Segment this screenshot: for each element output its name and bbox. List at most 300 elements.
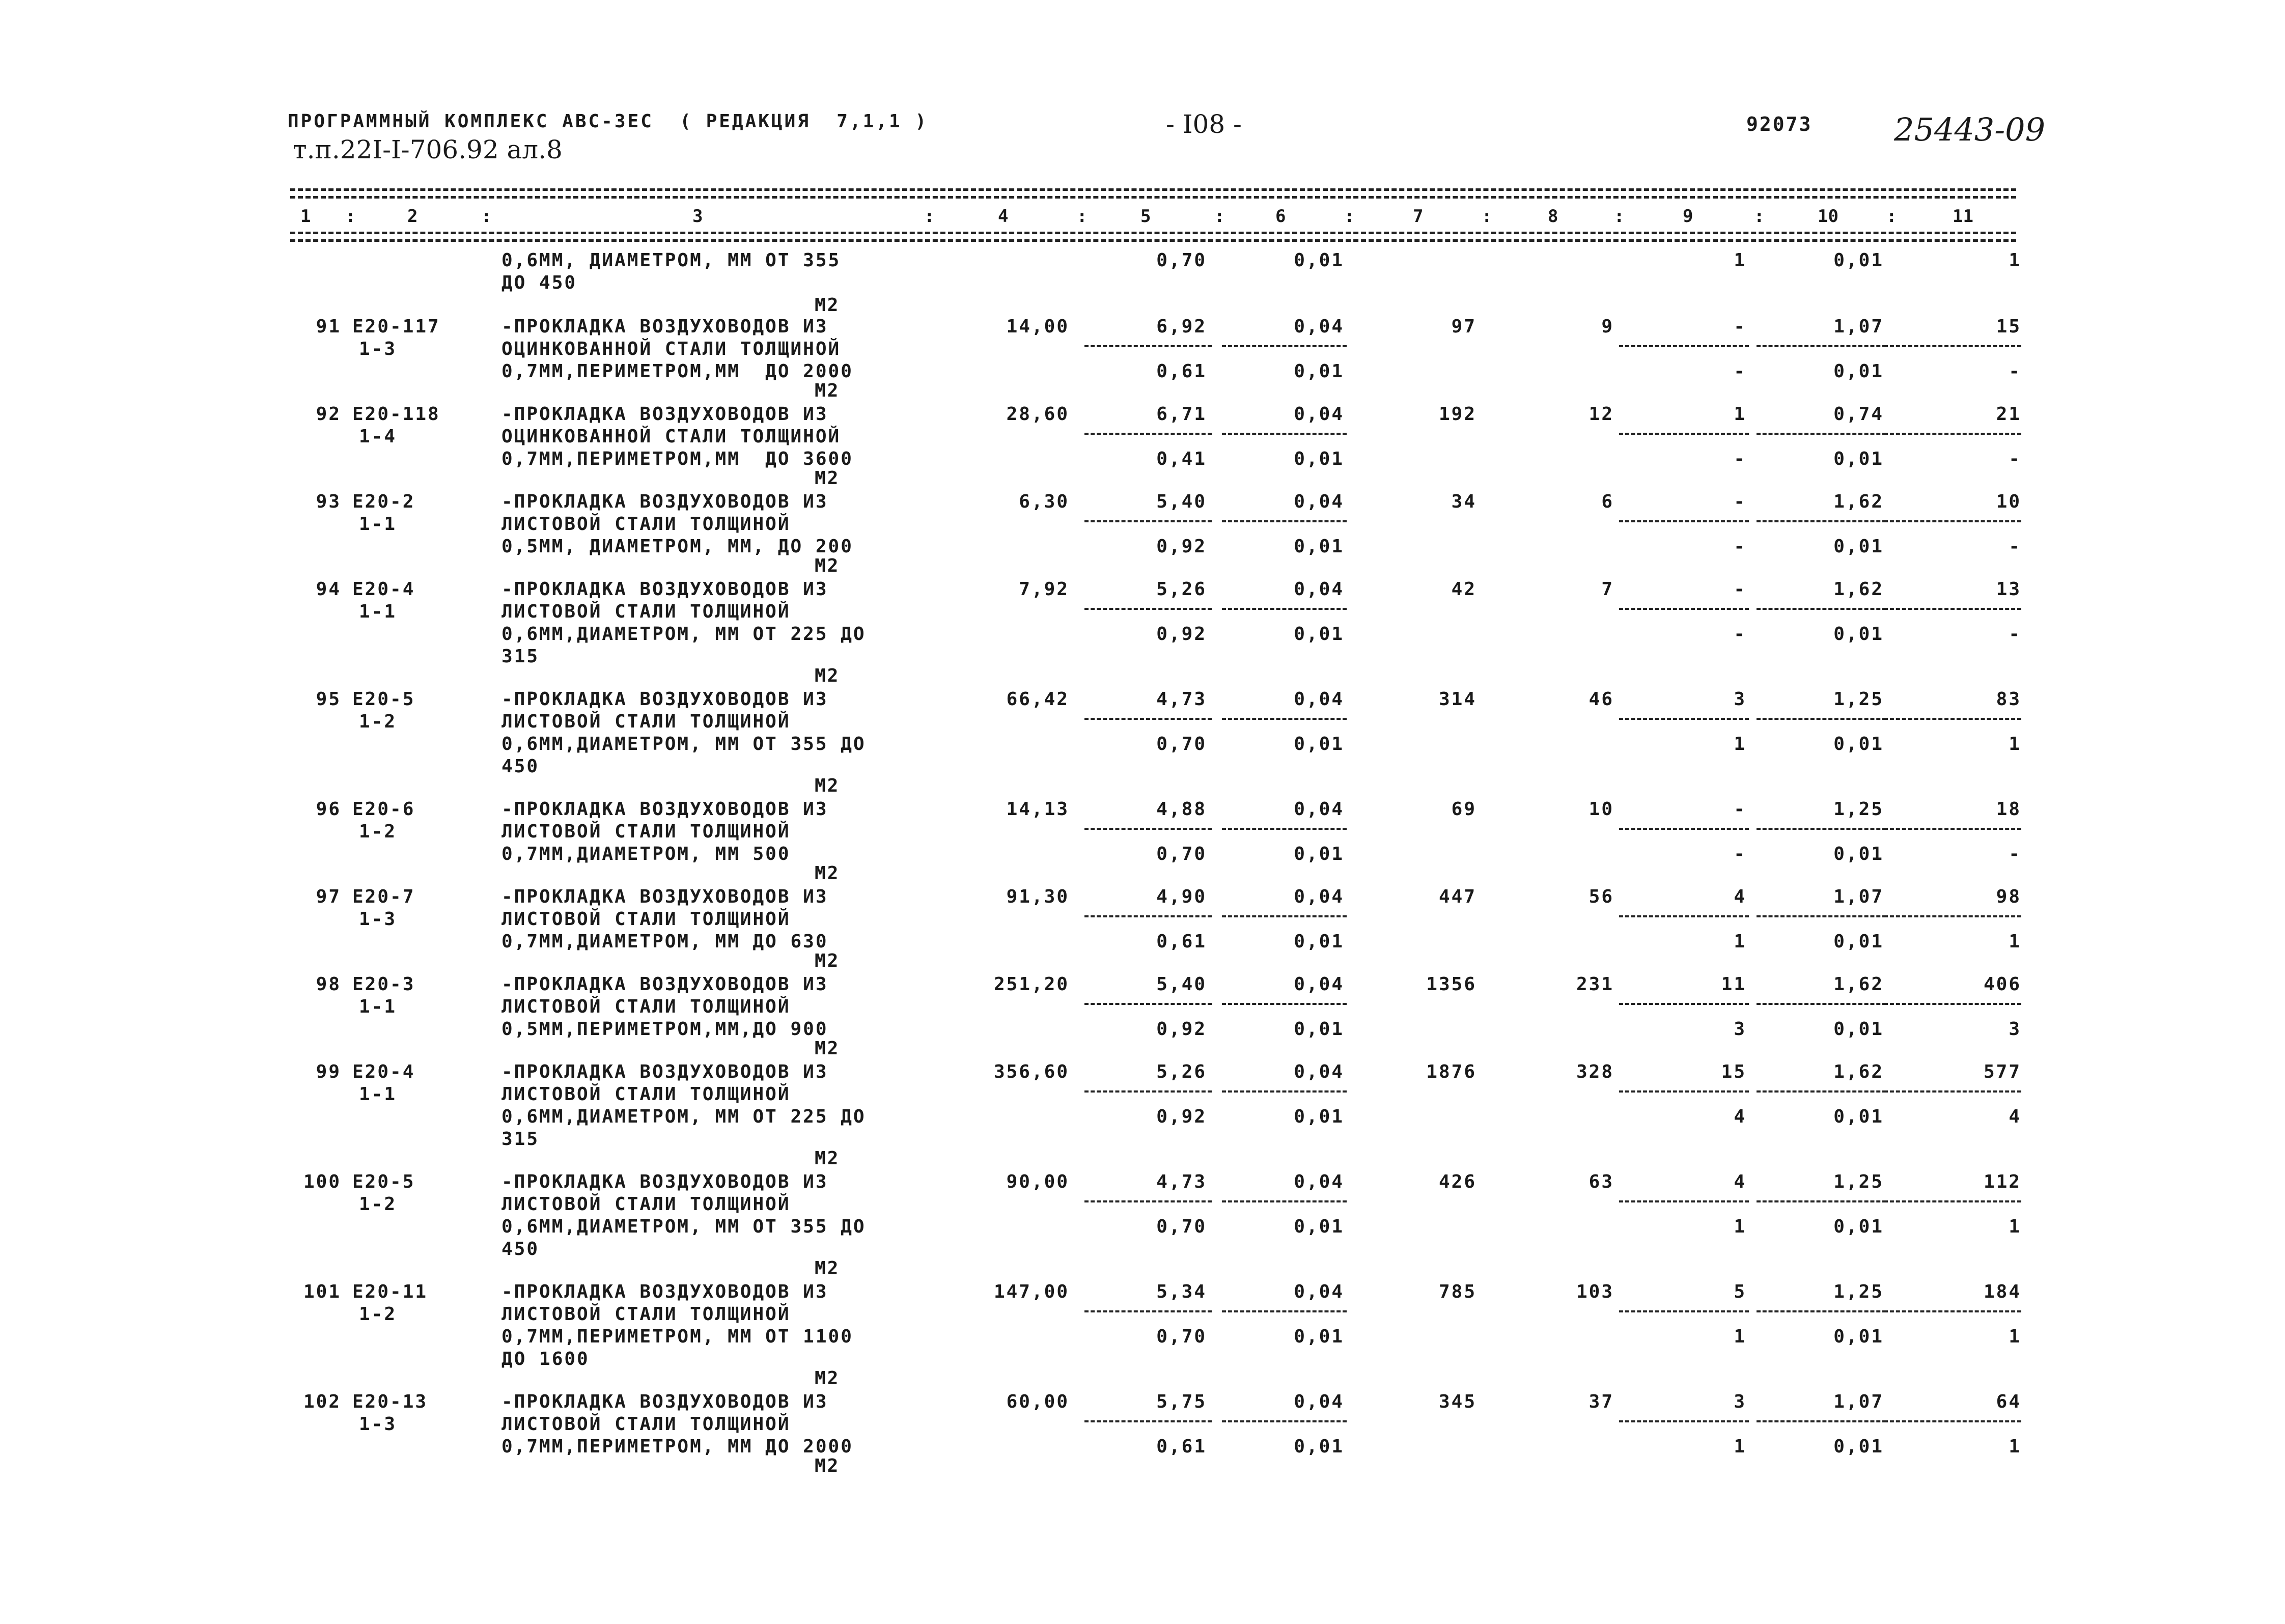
cell-split-rule: [1084, 1003, 1212, 1005]
cell-col-5: 5,26: [1156, 579, 1207, 600]
cell-col-10-lower: 0,01: [1833, 624, 1884, 645]
col-header-2: 2: [407, 206, 418, 227]
cell-split-rule: [1757, 828, 1886, 830]
row-number: 94: [316, 579, 341, 600]
cell-split-rule: [1084, 345, 1212, 347]
cell-col-8: 37: [1589, 1391, 1614, 1412]
rate-subcode: 1-1: [359, 1084, 397, 1105]
cell-split-rule: [1884, 433, 2021, 435]
col-header-6: 6: [1275, 206, 1286, 227]
cell-col-10: 1,25: [1833, 1281, 1884, 1302]
cell-split-rule: [1619, 608, 1749, 610]
cell-split-rule: [1619, 828, 1749, 830]
cell-split-rule: [1757, 1310, 1886, 1312]
cell-split-rule: [1222, 608, 1347, 610]
carryover-unit: М2: [815, 295, 840, 316]
cell-split-rule: [1884, 828, 2021, 830]
cell-col-9-lower: 1: [1734, 734, 1746, 754]
cell-split-rule: [1757, 915, 1886, 917]
description-line: 450: [501, 756, 540, 777]
cell-col-5-lower: 0,92: [1156, 1019, 1207, 1040]
rate-subcode: 1-1: [359, 514, 397, 535]
rate-code: Е20-5: [352, 1171, 415, 1192]
cell-col-5: 4,88: [1156, 799, 1207, 820]
cell-split-rule: [1619, 1310, 1749, 1312]
description-line: -ПРОКЛАДКА ВОЗДУХОВОДОВ ИЗ: [501, 1391, 828, 1412]
col-divider: :: [1482, 206, 1492, 227]
col-header-9: 9: [1683, 206, 1693, 227]
rate-code: Е20-4: [352, 579, 415, 600]
description-line: 0,7ММ,ДИАМЕТРОМ, ММ 500: [501, 844, 791, 864]
cell-col-11-lower: -: [2009, 844, 2021, 864]
description-line: 0,7ММ,ДИАМЕТРОМ, ММ ДО 630: [501, 931, 828, 952]
cell-split-rule: [1757, 608, 1886, 610]
carryover-cell-10: 0,01: [1833, 250, 1884, 271]
cell-split-rule: [1757, 345, 1886, 347]
cell-col-11: 13: [1996, 579, 2021, 600]
cell-col-5: 6,92: [1156, 316, 1207, 337]
col-header-5: 5: [1140, 206, 1151, 227]
description-line: 0,7ММ,ПЕРИМЕТРОМ,ММ ДО 3600: [501, 449, 853, 469]
description-line: -ПРОКЛАДКА ВОЗДУХОВОДОВ ИЗ: [501, 579, 828, 600]
rate-code: Е20-118: [352, 404, 440, 425]
cell-col-11-lower: 1: [2009, 1216, 2021, 1237]
cell-col-5: 5,34: [1156, 1281, 1207, 1302]
description-line: 0,5ММ, ДИАМЕТРОМ, ММ, ДО 200: [501, 536, 853, 557]
cell-col-7: 314: [1438, 689, 1476, 710]
description-line: -ПРОКЛАДКА ВОЗДУХОВОДОВ ИЗ: [501, 689, 828, 710]
cell-split-rule: [1619, 718, 1749, 720]
program-complex-line: ПРОГРАММНЫЙ КОМПЛЕКС АВС-3ЕС ( РЕДАКЦИЯ 7,1,1 ): [288, 111, 929, 132]
cell-col-11: 112: [1983, 1171, 2021, 1192]
cell-split-rule: [1222, 1090, 1347, 1093]
col-header-1: 1: [300, 206, 311, 227]
cell-col-9-lower: 1: [1734, 931, 1746, 952]
cell-split-rule: [1619, 1003, 1749, 1005]
cell-split-rule: [1884, 1200, 2021, 1202]
description-line: ОЦИНКОВАННОЙ СТАЛИ ТОЛЩИНОЙ: [501, 339, 841, 359]
cell-col-6: 0,04: [1294, 1061, 1344, 1082]
cell-col-10: 1,62: [1833, 579, 1884, 600]
row-number: 99: [316, 1061, 341, 1082]
cell-col-9-lower: 3: [1734, 1019, 1746, 1040]
cell-col-9: -: [1734, 316, 1746, 337]
cell-split-rule: [1884, 1090, 2021, 1093]
cell-col-6-lower: 0,01: [1294, 1216, 1344, 1237]
description-line: -ПРОКЛАДКА ВОЗДУХОВОДОВ ИЗ: [501, 404, 828, 425]
col-divider: :: [1077, 206, 1088, 227]
cell-col-8: 12: [1589, 404, 1614, 425]
description-line: -ПРОКЛАДКА ВОЗДУХОВОДОВ ИЗ: [501, 316, 828, 337]
cell-col-11-lower: 1: [2009, 1436, 2021, 1457]
cell-split-rule: [1084, 608, 1212, 610]
cell-col-11-lower: -: [2009, 449, 2021, 469]
unit-label: М2: [815, 775, 840, 796]
cell-col-7: 42: [1451, 579, 1476, 600]
cell-col-9-lower: 1: [1734, 1216, 1746, 1237]
cell-split-rule: [1084, 520, 1212, 522]
cell-split-rule: [1884, 915, 2021, 917]
cell-quantity: 251,20: [993, 974, 1069, 995]
cell-quantity: 14,00: [1006, 316, 1069, 337]
carryover-cell-5: 0,70: [1156, 250, 1207, 271]
cell-col-9: -: [1734, 491, 1746, 512]
rate-code: Е20-6: [352, 799, 415, 820]
cell-col-7: 345: [1438, 1391, 1476, 1412]
cell-col-6-lower: 0,01: [1294, 1019, 1344, 1040]
cell-col-8: 56: [1589, 886, 1614, 907]
description-line: ЛИСТОВОЙ СТАЛИ ТОЛЩИНОЙ: [501, 1084, 791, 1105]
cell-quantity: 90,00: [1006, 1171, 1069, 1192]
cell-split-rule: [1222, 1420, 1347, 1422]
description-line: -ПРОКЛАДКА ВОЗДУХОВОДОВ ИЗ: [501, 1061, 828, 1082]
description-line: ЛИСТОВОЙ СТАЛИ ТОЛЩИНОЙ: [501, 996, 791, 1017]
cell-col-7: 97: [1451, 316, 1476, 337]
unit-label: М2: [815, 380, 840, 401]
page-number: - I08 -: [1166, 109, 1242, 139]
cell-col-9-lower: 4: [1734, 1106, 1746, 1127]
cell-col-5-lower: 0,41: [1156, 449, 1207, 469]
cell-split-rule: [1084, 433, 1212, 435]
cell-col-9: -: [1734, 799, 1746, 820]
cell-col-10: 1,25: [1833, 689, 1884, 710]
unit-label: М2: [815, 1455, 840, 1476]
col-divider: :: [1214, 206, 1225, 227]
cell-col-7: 447: [1438, 886, 1476, 907]
cell-col-10: 1,25: [1833, 1171, 1884, 1192]
rate-code: Е20-4: [352, 1061, 415, 1082]
cell-split-rule: [1222, 1310, 1347, 1312]
col-header-3: 3: [692, 206, 703, 227]
cell-col-9: -: [1734, 579, 1746, 600]
col-header-11: 11: [1953, 206, 1973, 227]
cell-split-rule: [1084, 1310, 1212, 1312]
cell-col-9-lower: 1: [1734, 1326, 1746, 1347]
cell-split-rule: [1222, 520, 1347, 522]
row-number: 91: [316, 316, 341, 337]
cell-col-5: 4,90: [1156, 886, 1207, 907]
cell-split-rule: [1884, 520, 2021, 522]
cell-split-rule: [1619, 345, 1749, 347]
description-line: -ПРОКЛАДКА ВОЗДУХОВОДОВ ИЗ: [501, 491, 828, 512]
cell-quantity: 7,92: [1019, 579, 1069, 600]
cell-split-rule: [1884, 345, 2021, 347]
cell-col-10-lower: 0,01: [1833, 734, 1884, 754]
cell-col-10: 1,25: [1833, 799, 1884, 820]
cell-col-11: 64: [1996, 1391, 2021, 1412]
cell-col-10: 1,62: [1833, 1061, 1884, 1082]
cell-col-10: 0,74: [1833, 404, 1884, 425]
cell-col-8: 9: [1601, 316, 1614, 337]
cell-quantity: 14,13: [1006, 799, 1069, 820]
cell-split-rule: [1084, 718, 1212, 720]
unit-label: М2: [815, 1148, 840, 1169]
cell-col-5-lower: 0,92: [1156, 624, 1207, 645]
description-line: ЛИСТОВОЙ СТАЛИ ТОЛЩИНОЙ: [501, 821, 791, 842]
cell-col-11-lower: 3: [2009, 1019, 2021, 1040]
carryover-cell-6: 0,01: [1294, 250, 1344, 271]
carryover-cell-11: 1: [2009, 250, 2021, 271]
cell-split-rule: [1884, 1310, 2021, 1312]
cell-col-11: 18: [1996, 799, 2021, 820]
cell-col-5: 5,26: [1156, 1061, 1207, 1082]
cell-col-10: 1,62: [1833, 974, 1884, 995]
rate-subcode: 1-2: [359, 1304, 397, 1325]
cell-split-rule: [1084, 1090, 1212, 1093]
cell-col-10-lower: 0,01: [1833, 1436, 1884, 1457]
cell-col-7: 1356: [1426, 974, 1476, 995]
description-line: ЛИСТОВОЙ СТАЛИ ТОЛЩИНОЙ: [501, 909, 791, 930]
header-bottom-rule-2: [290, 239, 2016, 242]
rate-subcode: 1-3: [359, 339, 397, 359]
cell-col-7: 1876: [1426, 1061, 1476, 1082]
rate-subcode: 1-3: [359, 1414, 397, 1435]
carryover-desc-line-1: 0,6ММ, ДИАМЕТРОМ, ММ ОТ 355: [501, 250, 841, 271]
cell-col-11-lower: -: [2009, 361, 2021, 382]
cell-col-9-lower: 1: [1734, 1436, 1746, 1457]
cell-col-6: 0,04: [1294, 316, 1344, 337]
cell-col-6-lower: 0,01: [1294, 1436, 1344, 1457]
cell-col-7: 192: [1438, 404, 1476, 425]
cell-col-11-lower: 4: [2009, 1106, 2021, 1127]
col-divider: :: [1754, 206, 1765, 227]
cell-quantity: 60,00: [1006, 1391, 1069, 1412]
description-line: ОЦИНКОВАННОЙ СТАЛИ ТОЛЩИНОЙ: [501, 426, 841, 447]
description-line: ДО 1600: [501, 1349, 590, 1369]
cell-col-10-lower: 0,01: [1833, 1326, 1884, 1347]
row-number: 92: [316, 404, 341, 425]
cell-col-10-lower: 0,01: [1833, 361, 1884, 382]
description-line: -ПРОКЛАДКА ВОЗДУХОВОДОВ ИЗ: [501, 799, 828, 820]
cell-col-10-lower: 0,01: [1833, 536, 1884, 557]
cell-col-5-lower: 0,70: [1156, 1326, 1207, 1347]
cell-col-11: 98: [1996, 886, 2021, 907]
rate-subcode: 1-2: [359, 821, 397, 842]
cell-col-11: 83: [1996, 689, 2021, 710]
cell-col-6-lower: 0,01: [1294, 449, 1344, 469]
col-header-7: 7: [1413, 206, 1424, 227]
cell-col-5-lower: 0,61: [1156, 361, 1207, 382]
cell-col-9-lower: -: [1734, 536, 1746, 557]
cell-col-9-lower: -: [1734, 361, 1746, 382]
cell-col-9: 1: [1734, 404, 1746, 425]
cell-col-8: 46: [1589, 689, 1614, 710]
cell-split-rule: [1222, 433, 1347, 435]
cell-split-rule: [1222, 1200, 1347, 1202]
cell-col-6-lower: 0,01: [1294, 1326, 1344, 1347]
cell-quantity: 66,42: [1006, 689, 1069, 710]
cell-split-rule: [1084, 1200, 1212, 1202]
description-line: 0,6ММ,ДИАМЕТРОМ, ММ ОТ 355 ДО: [501, 734, 866, 754]
description-line: ЛИСТОВОЙ СТАЛИ ТОЛЩИНОЙ: [501, 1304, 791, 1325]
cell-split-rule: [1222, 718, 1347, 720]
row-number: 101: [303, 1281, 341, 1302]
cell-col-9: 3: [1734, 689, 1746, 710]
rate-subcode: 1-4: [359, 426, 397, 447]
cell-split-rule: [1619, 1200, 1749, 1202]
header-bottom-rule: [290, 232, 2016, 234]
cell-col-5: 5,75: [1156, 1391, 1207, 1412]
cell-col-9: 3: [1734, 1391, 1746, 1412]
cell-col-11-lower: 1: [2009, 734, 2021, 754]
cell-split-rule: [1619, 433, 1749, 435]
cell-col-5: 5,40: [1156, 491, 1207, 512]
cell-split-rule: [1619, 915, 1749, 917]
rate-code: Е20-11: [352, 1281, 428, 1302]
unit-label: М2: [815, 950, 840, 971]
cell-col-5: 4,73: [1156, 689, 1207, 710]
rate-subcode: 1-3: [359, 909, 397, 930]
rate-code: Е20-5: [352, 689, 415, 710]
cell-col-11-lower: -: [2009, 624, 2021, 645]
rate-subcode: 1-2: [359, 711, 397, 732]
cell-col-5-lower: 0,92: [1156, 1106, 1207, 1127]
cell-split-rule: [1757, 1090, 1886, 1093]
cell-col-8: 328: [1576, 1061, 1614, 1082]
cell-col-6: 0,04: [1294, 689, 1344, 710]
rate-code: Е20-3: [352, 974, 415, 995]
cell-col-10: 1,07: [1833, 1391, 1884, 1412]
description-line: ЛИСТОВОЙ СТАЛИ ТОЛЩИНОЙ: [501, 1414, 791, 1435]
cell-split-rule: [1084, 828, 1212, 830]
cell-col-10-lower: 0,01: [1833, 844, 1884, 864]
cell-col-5-lower: 0,70: [1156, 844, 1207, 864]
cell-quantity: 356,60: [993, 1061, 1069, 1082]
description-line: 0,6ММ,ДИАМЕТРОМ, ММ ОТ 355 ДО: [501, 1216, 866, 1237]
row-number: 100: [303, 1171, 341, 1192]
cell-split-rule: [1619, 520, 1749, 522]
cell-col-8: 63: [1589, 1171, 1614, 1192]
unit-label: М2: [815, 1038, 840, 1059]
cell-col-11: 21: [1996, 404, 2021, 425]
cell-split-rule: [1757, 718, 1886, 720]
cell-col-6-lower: 0,01: [1294, 931, 1344, 952]
cell-col-5: 6,71: [1156, 404, 1207, 425]
col-divider: :: [1886, 206, 1897, 227]
cell-split-rule: [1884, 1003, 2021, 1005]
cell-col-6: 0,04: [1294, 1171, 1344, 1192]
cell-col-9: 5: [1734, 1281, 1746, 1302]
cell-col-6-lower: 0,01: [1294, 844, 1344, 864]
col-header-4: 4: [998, 206, 1009, 227]
carryover-cell-9: 1: [1734, 250, 1746, 271]
rate-code: Е20-2: [352, 491, 415, 512]
description-line: 0,7ММ,ПЕРИМЕТРОМ, ММ ДО 2000: [501, 1436, 853, 1457]
col-divider: :: [924, 206, 935, 227]
unit-label: М2: [815, 1258, 840, 1279]
cell-col-10: 1,07: [1833, 886, 1884, 907]
cell-col-10-lower: 0,01: [1833, 1106, 1884, 1127]
document-code: т.п.22I-I-706.92 ал.8: [293, 135, 563, 164]
description-line: 0,7ММ,ПЕРИМЕТРОМ, ММ ОТ 1100: [501, 1326, 853, 1347]
cell-split-rule: [1884, 608, 2021, 610]
row-number: 97: [316, 886, 341, 907]
cell-col-10-lower: 0,01: [1833, 1019, 1884, 1040]
description-line: 315: [501, 1129, 540, 1150]
cell-split-rule: [1619, 1090, 1749, 1093]
col-divider: :: [1614, 206, 1625, 227]
cell-col-8: 7: [1601, 579, 1614, 600]
cell-col-5-lower: 0,70: [1156, 1216, 1207, 1237]
description-line: -ПРОКЛАДКА ВОЗДУХОВОДОВ ИЗ: [501, 974, 828, 995]
description-line: 450: [501, 1239, 540, 1259]
cell-col-5-lower: 0,92: [1156, 536, 1207, 557]
cell-split-rule: [1757, 433, 1886, 435]
cell-col-6: 0,04: [1294, 1391, 1344, 1412]
cell-split-rule: [1222, 345, 1347, 347]
description-line: 0,7ММ,ПЕРИМЕТРОМ,ММ ДО 2000: [501, 361, 853, 382]
rate-code: Е20-13: [352, 1391, 428, 1412]
row-number: 98: [316, 974, 341, 995]
description-line: -ПРОКЛАДКА ВОЗДУХОВОДОВ ИЗ: [501, 886, 828, 907]
cell-col-10-lower: 0,01: [1833, 931, 1884, 952]
description-line: ЛИСТОВОЙ СТАЛИ ТОЛЩИНОЙ: [501, 514, 791, 535]
row-number: 95: [316, 689, 341, 710]
cell-col-9: 11: [1721, 974, 1746, 995]
unit-label: М2: [815, 468, 840, 489]
cell-quantity: 6,30: [1019, 491, 1069, 512]
cell-col-8: 103: [1576, 1281, 1614, 1302]
cell-col-9-lower: -: [1734, 844, 1746, 864]
cell-col-6: 0,04: [1294, 974, 1344, 995]
cell-col-9-lower: -: [1734, 449, 1746, 469]
description-line: ЛИСТОВОЙ СТАЛИ ТОЛЩИНОЙ: [501, 1194, 791, 1215]
cell-quantity: 91,30: [1006, 886, 1069, 907]
unit-label: М2: [815, 1368, 840, 1389]
description-line: 315: [501, 646, 540, 667]
cell-col-6: 0,04: [1294, 579, 1344, 600]
cell-col-7: 34: [1451, 491, 1476, 512]
cell-col-11: 577: [1983, 1061, 2021, 1082]
cell-col-5: 5,40: [1156, 974, 1207, 995]
cell-col-6-lower: 0,01: [1294, 624, 1344, 645]
cell-split-rule: [1884, 1420, 2021, 1422]
rate-subcode: 1-1: [359, 996, 397, 1017]
cell-split-rule: [1757, 1420, 1886, 1422]
rate-code: Е20-7: [352, 886, 415, 907]
unit-label: М2: [815, 863, 840, 884]
cell-col-9-lower: -: [1734, 624, 1746, 645]
cell-split-rule: [1884, 718, 2021, 720]
cell-col-7: 69: [1451, 799, 1476, 820]
col-header-10: 10: [1818, 206, 1838, 227]
handwritten-code: 25443-09: [1894, 111, 2046, 148]
unit-label: М2: [815, 665, 840, 686]
cell-col-6-lower: 0,01: [1294, 361, 1344, 382]
description-line: 0,5ММ,ПЕРИМЕТРОМ,ММ,ДО 900: [501, 1019, 828, 1040]
cell-col-6: 0,04: [1294, 886, 1344, 907]
cell-col-11: 15: [1996, 316, 2021, 337]
cell-split-rule: [1757, 520, 1886, 522]
cell-quantity: 147,00: [993, 1281, 1069, 1302]
cell-split-rule: [1084, 1420, 1212, 1422]
top-rule-2: [290, 196, 2016, 199]
cell-col-8: 231: [1576, 974, 1614, 995]
description-line: ЛИСТОВОЙ СТАЛИ ТОЛЩИНОЙ: [501, 711, 791, 732]
cell-col-5-lower: 0,61: [1156, 1436, 1207, 1457]
cell-split-rule: [1619, 1420, 1749, 1422]
col-divider: :: [1344, 206, 1355, 227]
description-line: -ПРОКЛАДКА ВОЗДУХОВОДОВ ИЗ: [501, 1281, 828, 1302]
description-line: ЛИСТОВОЙ СТАЛИ ТОЛЩИНОЙ: [501, 601, 791, 622]
row-number: 102: [303, 1391, 341, 1412]
cell-col-8: 10: [1589, 799, 1614, 820]
col-divider: :: [345, 206, 356, 227]
cell-col-9: 15: [1721, 1061, 1746, 1082]
cell-split-rule: [1084, 915, 1212, 917]
cell-col-6-lower: 0,01: [1294, 1106, 1344, 1127]
cell-col-9: 4: [1734, 886, 1746, 907]
